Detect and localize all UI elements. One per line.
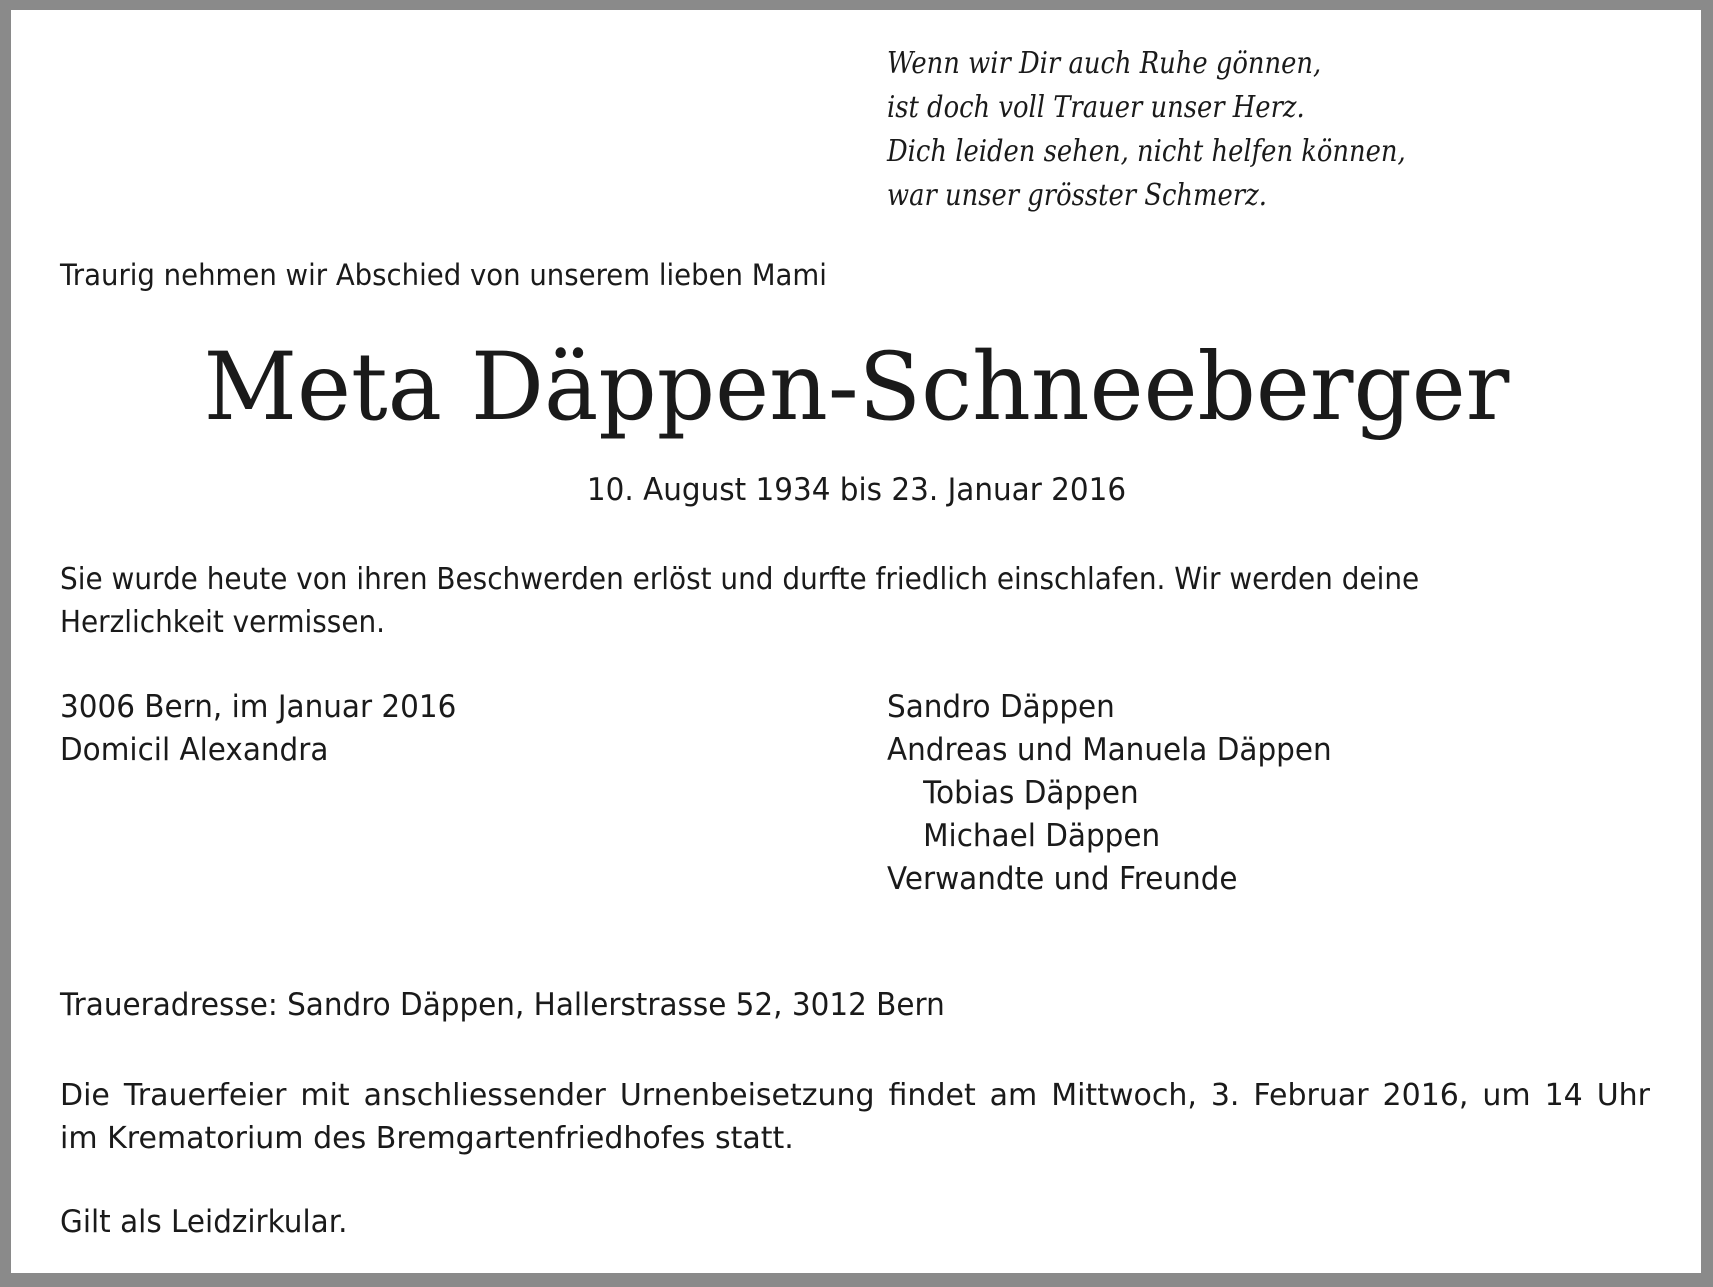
poem-line: Dich leiden sehen, nicht helfen können, [887, 134, 1406, 169]
place-block [60, 686, 456, 772]
mourner: Tobias Däppen [923, 775, 1139, 811]
mourners-list [887, 686, 1332, 901]
deceased-name: Meta Däppen-Schneeberger [203, 333, 1510, 442]
mourner: Sandro Däppen [887, 689, 1115, 725]
funeral-notice [60, 1074, 1650, 1160]
poem-line: ist doch voll Trauer unser Herz. [887, 90, 1305, 125]
poem [887, 42, 1406, 218]
intro-text: Traurig nehmen wir Abschied von unserem lieben Mami [60, 258, 827, 292]
circular-note: Gilt als Leidzirkular. [60, 1204, 348, 1240]
place-line: Domicil Alexandra [60, 732, 329, 768]
life-dates: 10. August 1934 bis 23. Januar 2016 [586, 472, 1127, 508]
poem-line: Wenn wir Dir auch Ruhe gönnen, [887, 46, 1322, 81]
place-line: 3006 Bern, im Januar 2016 [60, 689, 457, 725]
funeral-line: im Krematorium des Bremgartenfriedhofes statt. [60, 1121, 794, 1156]
mourner: Michael Däppen [923, 818, 1161, 854]
poem-line: war unser grösster Schmerz. [887, 178, 1267, 213]
message-paragraph: Sie wurde heute von ihren Beschwerden erlöst und durfte friedlich einschlafen. Wir werden deine Herzlichkeit vermissen. [60, 562, 1420, 640]
funeral-line: Die Trauerfeier mit anschliessender Urnenbeisetzung findet am Mittwoch, 3. Februar 2016, um 14 Uhr [60, 1078, 1650, 1113]
mourner: Verwandte und Freunde [887, 861, 1238, 897]
mourning-address: Traueradresse: Sandro Däppen, Hallerstrasse 52, 3012 Bern [60, 987, 945, 1023]
mourner: Andreas und Manuela Däppen [887, 732, 1332, 768]
